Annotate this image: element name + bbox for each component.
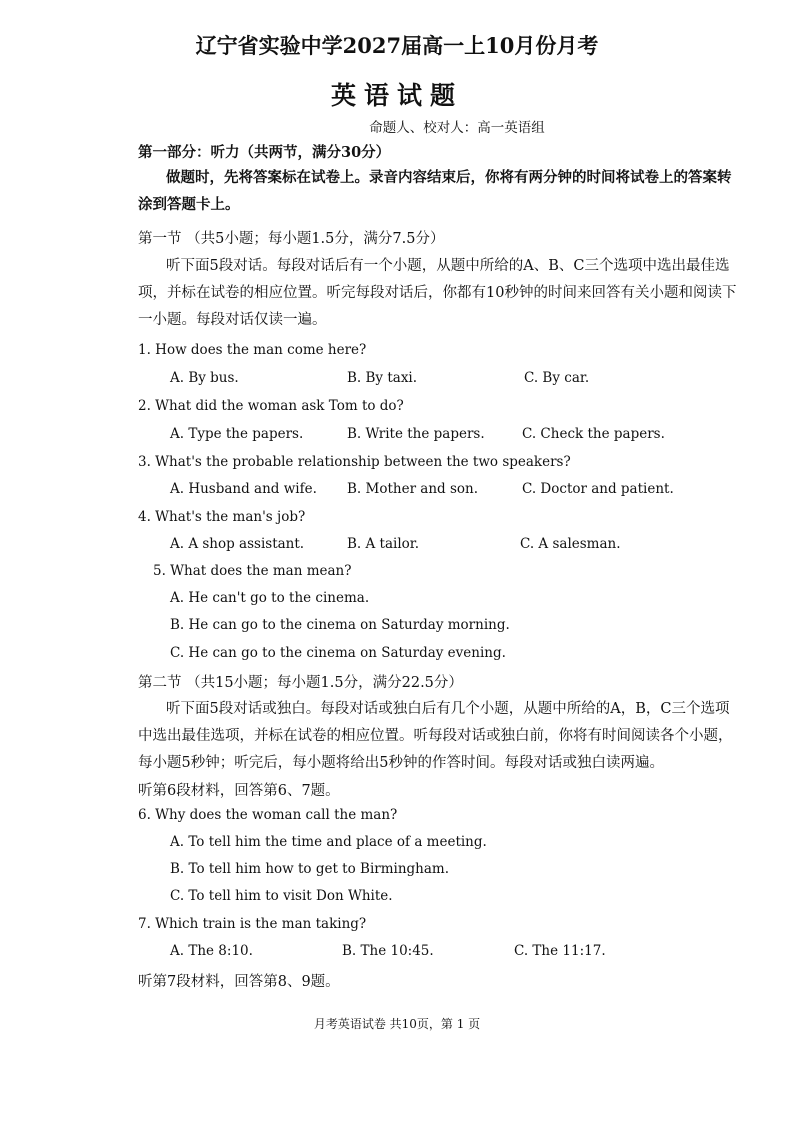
question-1-option-b: B. By taxi. — [347, 370, 418, 386]
question-1-option-a: A. By bus. — [170, 370, 239, 386]
question-5-option-c: C. He can go to the cinema on Saturday evening. — [170, 645, 506, 661]
exam-authors: 命题人、校对人：高一英语组 — [369, 120, 545, 136]
question-7-option-a: A. The 8:10. — [170, 943, 253, 959]
question-3-option-a: A. Husband and wife. — [170, 481, 317, 497]
part1-instruction: 做题时，先将答案标在试卷上。录音内容结束后，你将有两分钟的时间将试卷上的答案转涂到答题卡上。 — [138, 169, 732, 213]
section2-material-6: 听第6段材料，回答第6、7题。 — [138, 783, 340, 799]
exam-title: 辽宁省实验中学2027届高一上10月份月考 — [195, 33, 599, 58]
question-6-option-b: B. To tell him how to get to Birmingham. — [170, 861, 450, 877]
section1-heading: 第一节 （共5小题；每小题1.5分，满分7.5分） — [138, 231, 445, 247]
question-2-option-b: B. Write the papers. — [347, 426, 485, 442]
part1-heading: 第一部分：听力（共两节，满分30分） — [138, 144, 391, 161]
question-4-option-c: C. A salesman. — [520, 536, 621, 552]
question-6-option-c: C. To tell him to visit Don White. — [170, 888, 393, 904]
question-5: 5. What does the man mean? — [153, 563, 352, 579]
question-7: 7. Which train is the man taking? — [138, 916, 367, 932]
question-4: 4. What's the man's job? — [138, 509, 306, 525]
question-5-option-b: B. He can go to the cinema on Saturday morning. — [170, 617, 510, 633]
question-3-option-c: C. Doctor and patient. — [522, 481, 674, 497]
question-7-option-c: C. The 11:17. — [514, 943, 606, 959]
question-1: 1. How does the man come here? — [138, 342, 367, 358]
section2-instruction: 听下面5段对话或独白。每段对话或独白后有几个小题，从题中所给的A，B，C三个选项中选出最佳选项，并标在试卷的相应位置。听每段对话或独白前，你将有时间阅读各个小题，每小题5秒钟；听完后，每小题将给出5秒钟的作答时间。每段对话或独白读两遍。 — [138, 701, 733, 771]
section1-instruction: 听下面5段对话。每段对话后有一个小题，从题中所给的A、B、C三个选项中选出最佳选项，并标在试卷的相应位置。听完每段对话后，你都有10秒钟的时间来回答有关小题和阅读下一小题。每段对话仅读一遍。 — [138, 258, 737, 328]
question-2-option-c: C. Check the papers. — [522, 426, 665, 442]
section2-material-7: 听第7段材料，回答第8、9题。 — [138, 974, 340, 990]
question-2-option-a: A. Type the papers. — [170, 426, 304, 442]
question-6-option-a: A. To tell him the time and place of a meeting. — [170, 834, 487, 850]
question-4-option-a: A. A shop assistant. — [170, 536, 305, 552]
question-4-option-b: B. A tailor. — [347, 536, 420, 552]
section2-heading: 第二节 （共15小题；每小题1.5分，满分22.5分） — [138, 675, 463, 691]
question-2: 2. What did the woman ask Tom to do? — [138, 398, 404, 414]
exam-subtitle: 英语试题 — [330, 81, 463, 110]
question-1-option-c: C. By car. — [524, 370, 590, 386]
question-5-option-a: A. He can't go to the cinema. — [170, 590, 370, 606]
question-6: 6. Why does the woman call the man? — [138, 807, 398, 823]
question-3-option-b: B. Mother and son. — [347, 481, 479, 497]
question-3: 3. What's the probable relationship between the two speakers? — [138, 454, 571, 470]
question-7-option-b: B. The 10:45. — [342, 943, 434, 959]
page-footer: 月考英语试卷 共10页，第 1 页 — [313, 1017, 481, 1031]
